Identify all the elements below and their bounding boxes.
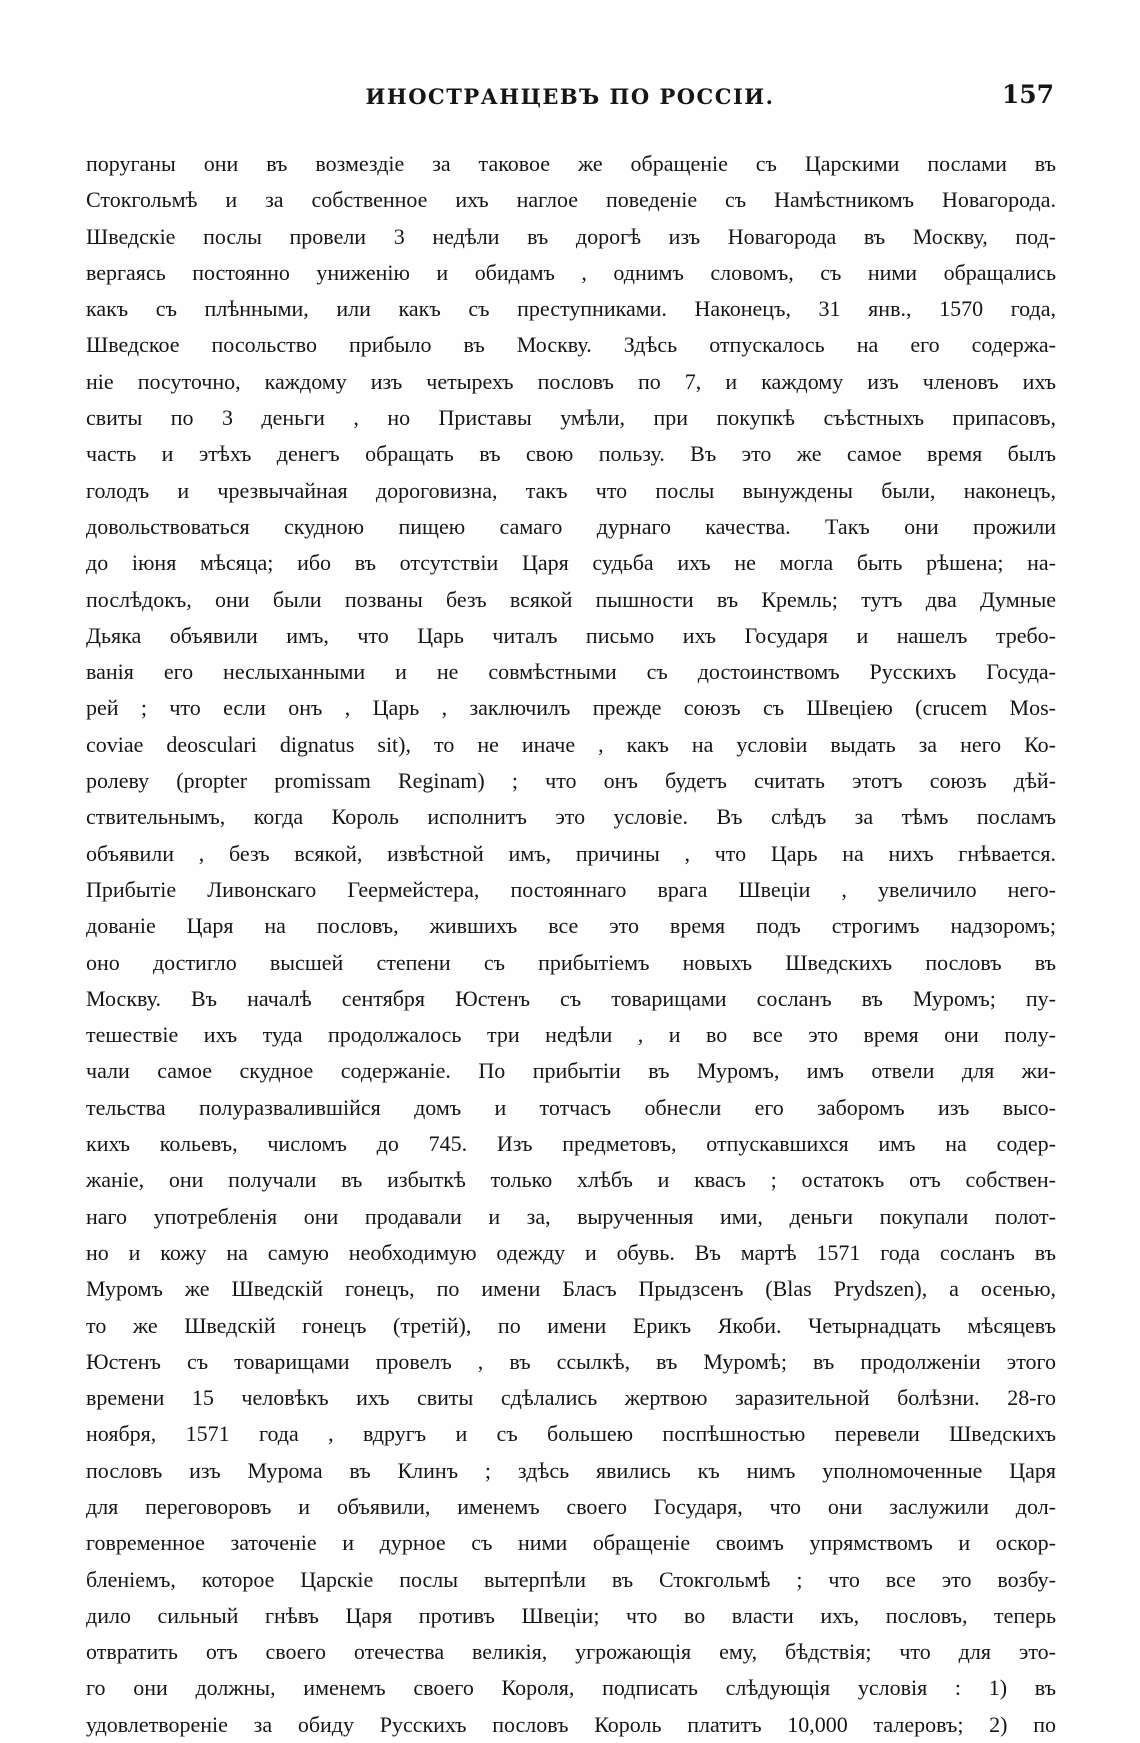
text-line: удовлетвореніе за обиду Русскихъ пословъ Король платитъ 10,000 талеровъ; 2) по [86,1711,1056,1737]
text-line: Дьяка объявили имъ, что Царь читалъ письмо ихъ Государя и нашелъ требо- [86,622,1056,648]
text-line: то же Шведскій гонецъ (третій), по имени Ерикъ Якоби. Четырнадцать мѣсяцевъ [86,1312,1056,1338]
text-line: Прибытіе Ливонскаго Геермейстера, постояннаго врага Швеціи , увеличило него- [86,876,1056,902]
text-line: дило сильный гнѣвъ Царя противъ Швеціи; что во власти ихъ, пословъ, теперь [86,1602,1056,1628]
text-line: довольствоваться скудною пищею самаго дурнаго качества. Такъ они прожили [86,513,1056,539]
text-line: Шведскіе послы провели 3 недѣли въ дорогѣ изъ Новагорода въ Москву, под- [86,223,1056,249]
text-line: послѣдокъ, они были позваны безъ всякой пышности въ Кремль; тутъ два Думные [86,586,1056,612]
text-line: для переговоровъ и объявили, именемъ своего Государя, что они заслужили дол- [86,1493,1056,1519]
text-line: но и кожу на самую необходимую одежду и обувь. Въ мартѣ 1571 года сосланъ въ [86,1239,1056,1265]
text-line: ноября, 1571 года , вдругъ и съ большею поспѣшностью перевели Шведскихъ [86,1421,1056,1447]
text-line: ніе посуточно, каждому изъ четырехъ пословъ по 7, и каждому изъ членовъ ихъ [86,368,1056,394]
text-line: ствительнымъ, когда Король исполнитъ это условіе. Въ слѣдъ за тѣмъ посламъ [86,804,1056,830]
running-title: ИНОСТРАНЦЕВЪ ПО РОССІИ. [365,84,775,109]
text-line: тешествіе ихъ туда продолжалось три недѣли , и во все это время они полу- [86,1022,1056,1048]
text-line: жаніе, они получали въ избыткѣ только хлѣбъ и квасъ ; остатокъ отъ собствен- [86,1167,1056,1193]
page-number: 157 [1001,80,1054,109]
text-line: Юстенъ съ товарищами провелъ , въ ссылкѣ, въ Муромѣ; въ продолженіи этого [86,1348,1056,1374]
text-line: Стокгольмѣ и за собственное ихъ наглое поведеніе съ Намѣстникомъ Новагорода. [86,187,1056,213]
text-line: поруганы они въ возмездіе за таковое же обращеніе съ Царскими послами въ [86,151,1056,176]
text-line: дованіе Царя на пословъ, жившихъ все это время подъ строгимъ надзоромъ; [86,913,1056,939]
text-line: наго употребленія они продавали и за, вырученныя ими, деньги покупали полот- [86,1203,1056,1229]
text-line: coviae deosculari dignatus sit), то не иначе , какъ на условіи выдать за него Ко- [86,731,1056,757]
text-line: пословъ изъ Мурома въ Клинъ ; здѣсь явились къ нимъ уполномоченные Царя [86,1457,1056,1483]
text-line: оно достигло высшей степени съ прибытіемъ новыхъ Шведскихъ пословъ въ [86,949,1056,975]
text-line: свиты по 3 деньги , но Приставы умѣли, при покупкѣ съѣстныхъ припасовъ, [86,405,1056,431]
text-line: го они должны, именемъ своего Короля, подписать слѣдующія условія : 1) въ [86,1675,1056,1701]
body-text [86,146,1056,1743]
text-line: ролеву (propter promissam Reginam) ; что онъ будетъ считать этотъ союзъ дѣй- [86,768,1056,794]
text-line: голодъ и чрезвычайная дороговизна, такъ что послы вынуждены были, наконецъ, [86,477,1056,503]
text-line: объявили , безъ всякой, извѣстной имъ, причины , что Царь на нихъ гнѣвается. [86,840,1056,866]
text-line: до іюня мѣсяца; ибо въ отсутствіи Царя судьба ихъ не могла быть рѣшена; на- [86,550,1056,576]
text-line: тельства полуразвалившійся домъ и тотчасъ обнесли его заборомъ изъ высо- [86,1094,1056,1120]
text-line: вергаясь постоянно униженію и обидамъ , однимъ словомъ, съ ними обращались [86,259,1056,285]
text-line: рей ; что если онъ , Царь , заключилъ прежде союзъ съ Швеціею (crucem Mos- [86,695,1056,721]
text-line: отвратить отъ своего отечества великія, угрожающія ему, бѣдствія; что для это- [86,1639,1056,1665]
text-line: какъ съ плѣнными, или какъ съ преступниками. Наконецъ, 31 янв., 1570 года, [86,296,1056,322]
running-head [86,80,1054,120]
text-line: бленіемъ, которое Царскіе послы вытерпѣли въ Стокгольмѣ ; что все это возбу- [86,1566,1056,1592]
text-line: говременное заточеніе и дурное съ ними обращеніе своимъ упрямствомъ и оскор- [86,1530,1056,1556]
text-line: времени 15 человѣкъ ихъ свиты сдѣлались жертвою заразительной болѣзни. 28-го [86,1385,1056,1411]
text-line: Москву. Въ началѣ сентября Юстенъ съ товарищами сосланъ въ Муромъ; пу- [86,985,1056,1011]
text-line: Муромъ же Шведскій гонецъ, по имени Бласъ Прыдзсенъ (Blas Prydszen), а осенью, [86,1276,1056,1302]
text-line: чали самое скудное содержаніе. По прибытіи въ Муромъ, имъ отвели для жи- [86,1058,1056,1084]
text-line: часть и этѣхъ денегъ обращать въ свою пользу. Въ это же самое время былъ [86,441,1056,467]
text-line: Шведское посольство прибыло въ Москву. Здѣсь отпускалось на его содержа- [86,332,1056,358]
text-line: кихъ кольевъ, числомъ до 745. Изъ предметовъ, отпускавшихся имъ на содер- [86,1131,1056,1157]
text-line: ванія его неслыханными и не совмѣстными съ достоинствомъ Русскихъ Госуда- [86,659,1056,685]
